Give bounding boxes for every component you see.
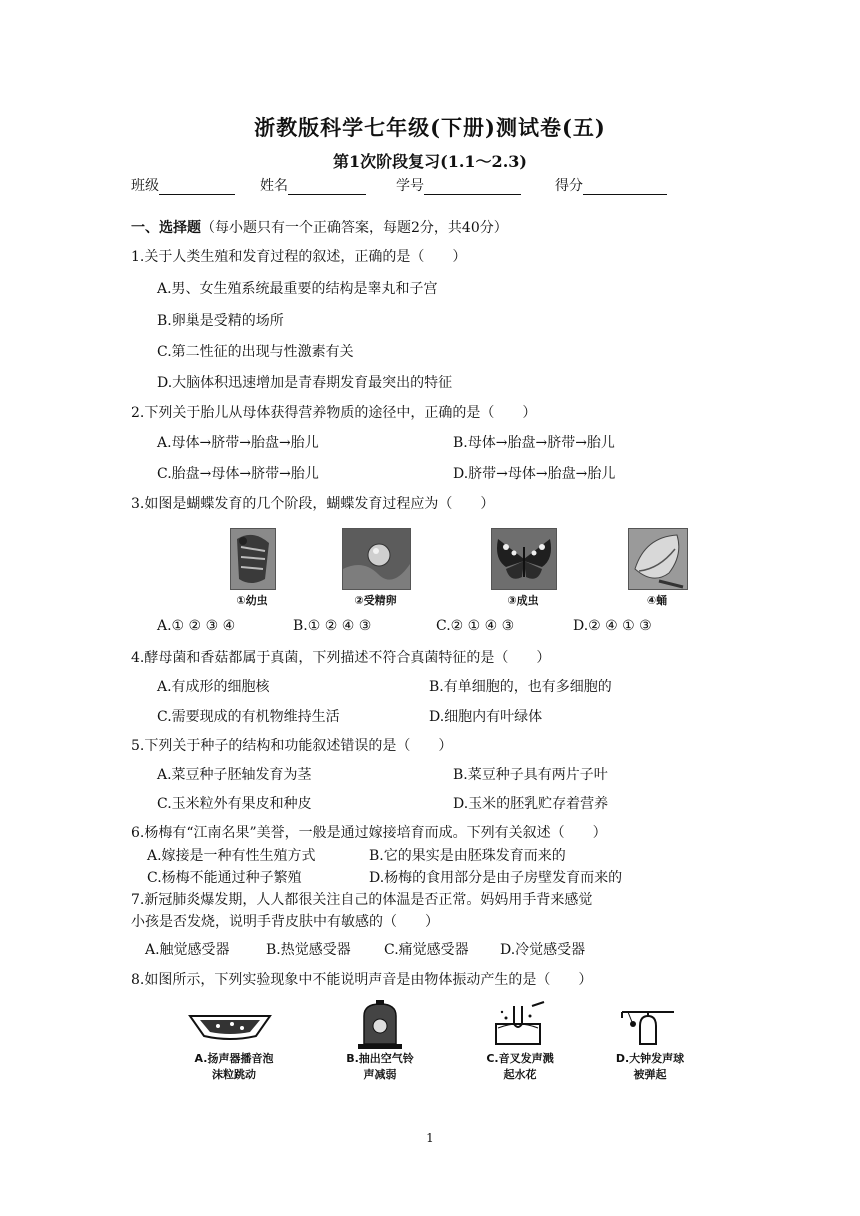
tuning-fork-water-drawing (492, 1000, 548, 1048)
section-heading (131, 217, 508, 237)
question-7-stem-line-2: 小孩是否发烧，说明手背皮肤中有敏感的（ ） (131, 914, 439, 930)
question-7-option-c: C.痛觉感受器 (384, 942, 469, 958)
question-6-option-d: D.杨梅的食用部分是由子房壁发育而来的 (369, 870, 623, 886)
bell-jar-drawing (356, 1000, 404, 1050)
option-d-caption-line-1: D.大钟发声球 (615, 1052, 685, 1065)
egg-caption: ②受精卵 (354, 594, 397, 607)
id-label: 学号 (396, 178, 424, 194)
question-7-option-a: A.触觉感受器 (145, 942, 230, 958)
option-b-caption-line-2: 声减弱 (363, 1068, 397, 1081)
question-1-option-b: B.卵巢是受精的场所 (157, 313, 284, 329)
option-b-caption-line-1: B.抽出空气铃 (346, 1052, 414, 1065)
class-field (131, 175, 235, 195)
larva-photo (230, 528, 276, 590)
id-field (396, 175, 521, 195)
question-2-option-a: A.母体→脐带→胎盘→胎儿 (157, 435, 319, 451)
class-blank (159, 178, 235, 195)
question-5-option-b: B.菜豆种子具有两片子叶 (453, 767, 608, 783)
option-d-caption-line-2: 被弹起 (633, 1068, 667, 1081)
adult-caption: ③成虫 (507, 594, 539, 607)
bell-ball-drawing (618, 1008, 678, 1048)
question-2-option-d: D.脐带→母体→胎盘→胎儿 (453, 466, 616, 482)
question-5-option-d: D.玉米的胚乳贮存着营养 (453, 796, 609, 812)
question-2-stem: 2.下列关于胎儿从母体获得营养物质的途径中，正确的是（ ） (131, 405, 537, 421)
option-a-caption (186, 1050, 282, 1082)
adult-butterfly-photo (491, 528, 557, 590)
option-b-caption (336, 1050, 424, 1082)
id-blank (424, 178, 521, 195)
question-3-option-b: B.① ② ④ ③ (293, 618, 372, 634)
question-6-option-b: B.它的果实是由胚珠发育而来的 (369, 848, 566, 864)
question-7-stem-line-1: 7.新冠肺炎爆发期，人人都很关注自己的体温是否正常。妈妈用手背来感觉 (131, 892, 593, 908)
score-field (555, 175, 667, 195)
class-label: 班级 (131, 178, 159, 194)
question-3-option-c: C.② ① ④ ③ (436, 618, 515, 634)
question-7-option-b: B.热觉感受器 (266, 942, 351, 958)
name-blank (288, 178, 366, 195)
question-3-option-d: D.② ④ ① ③ (573, 618, 652, 634)
section-note: （每小题只有一个正确答案，每题2分，共40分） (201, 220, 508, 236)
question-1-option-c: C.第二性征的出现与性激素有关 (157, 344, 354, 360)
question-8-stem: 8.如图所示，下列实验现象中不能说明声音是由物体振动产生的是（ ） (131, 972, 593, 988)
question-4-stem: 4.酵母菌和香菇都属于真菌，下列描述不符合真菌特征的是（ ） (131, 650, 551, 666)
question-4-option-b: B.有单细胞的，也有多细胞的 (429, 679, 612, 695)
question-6-option-a: A.嫁接是一种有性生殖方式 (147, 848, 316, 864)
score-blank (583, 178, 667, 195)
question-6-stem: 6.杨梅有“江南名果”美誉，一般是通过嫁接培育而成。下列有关叙述（ ） (131, 825, 607, 841)
pupa-caption: ④蛹 (646, 594, 668, 607)
student-info-line (131, 175, 731, 197)
question-1-option-a: A.男、女生殖系统最重要的结构是睾丸和子宫 (157, 281, 438, 297)
option-c-caption (476, 1050, 564, 1082)
question-2-option-c: C.胎盘→母体→脐带→胎儿 (157, 466, 319, 482)
option-a-caption-line-2: 沫粒跳动 (212, 1068, 256, 1081)
page-number: 1 (426, 1131, 434, 1145)
question-3-option-a: A.① ② ③ ④ (157, 618, 236, 634)
question-5-option-c: C.玉米粒外有果皮和种皮 (157, 796, 312, 812)
question-4-option-d: D.细胞内有叶绿体 (429, 709, 543, 725)
question-1-option-d: D.大脑体积迅速增加是青春期发育最突出的特征 (157, 375, 453, 391)
question-5-option-a: A.菜豆种子胚轴发育为茎 (157, 767, 312, 783)
page-title: 浙教版科学七年级(下册)测试卷(五) (254, 115, 606, 140)
option-c-caption-line-1: C.音叉发声溅 (486, 1052, 554, 1065)
question-3-stem: 3.如图是蝴蝶发育的几个阶段，蝴蝶发育过程应为（ ） (131, 496, 495, 512)
butterfly-stages-figure (230, 528, 690, 610)
question-5-stem: 5.下列关于种子的结构和功能叙述错误的是（ ） (131, 738, 453, 754)
option-c-caption-line-2: 起水花 (503, 1068, 537, 1081)
sound-experiments-figure (186, 1000, 706, 1090)
speaker-foam-drawing (186, 1010, 274, 1044)
score-label: 得分 (555, 178, 583, 194)
question-7-option-d: D.冷觉感受器 (500, 942, 586, 958)
page-subtitle: 第1次阶段复习(1.1～2.3) (333, 152, 527, 171)
name-field (260, 175, 366, 195)
larva-caption: ①幼虫 (236, 594, 268, 607)
question-1-stem: 1.关于人类生殖和发育过程的叙述，正确的是（ ） (131, 249, 467, 265)
section-title: 一、选择题 (131, 220, 201, 236)
question-4-option-a: A.有成形的细胞核 (157, 679, 270, 695)
option-a-caption-line-1: A.扬声器播音泡 (194, 1052, 274, 1065)
name-label: 姓名 (260, 178, 288, 194)
question-6-option-c: C.杨梅不能通过种子繁殖 (147, 870, 302, 886)
question-2-option-b: B.母体→胎盘→脐带→胎儿 (453, 435, 615, 451)
option-d-caption (606, 1050, 694, 1082)
pupa-photo (628, 528, 688, 590)
question-4-option-c: C.需要现成的有机物维持生活 (157, 709, 340, 725)
fertilized-egg-photo (342, 528, 411, 590)
